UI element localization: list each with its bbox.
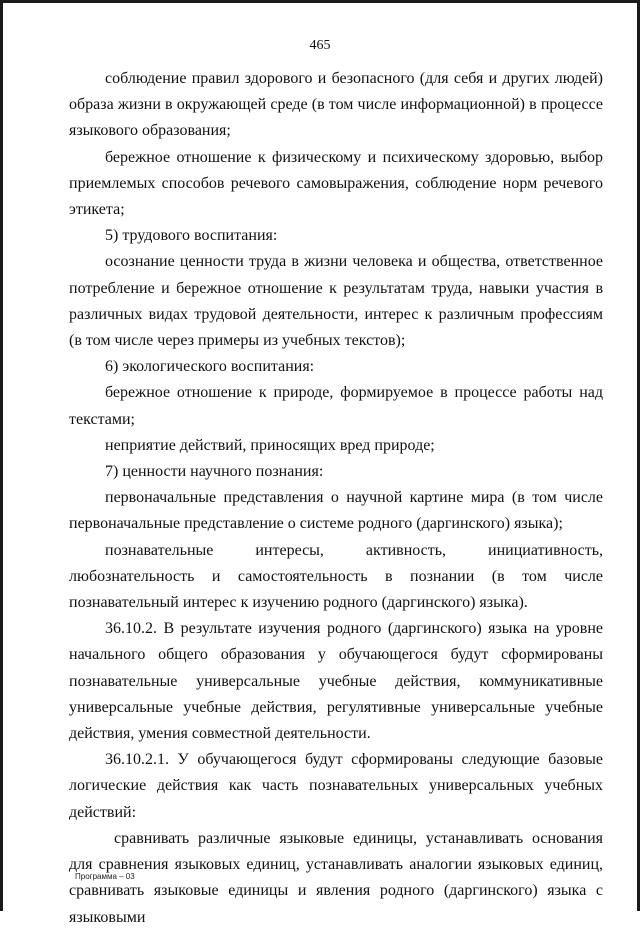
paragraph-cognitive-interests: познавательные интересы, активность, инициативность, любознательность и самостоятельность в познании (в том числе познавательный интерес к изучению родного (даргинского) языка). xyxy=(69,541,603,612)
heading-scientific-knowledge: 7) ценности научного познания: xyxy=(105,463,324,481)
heading-labor-education: 5) трудового воспитания: xyxy=(105,227,278,245)
scan-border-left xyxy=(0,0,3,911)
heading-ecological-education: 6) экологического воспитания: xyxy=(105,358,315,376)
paragraph-health-care: бережное отношение к физическому и психическому здоровью, выбор приемлемых способов речевого самовыражения, соблюдение норм речевого этикета; xyxy=(69,148,603,219)
paragraph-world-picture: первоначальные представления о научной картине мира (в том числе первоначальные представление о системе родного (даргинского) языка); xyxy=(69,489,603,533)
document-body xyxy=(69,66,603,931)
paragraph-nature-care: бережное отношение к природе, формируемое в процессе работы над текстами; xyxy=(69,384,603,428)
section-36-10-2: 36.10.2. В результате изучения родного (даргинского) языка на уровне начального общего образования у обучающегося будут сформированы познавательные универсальные учебные действия, коммуникативные универсальные учебные действия, регулятивные универсальные учебные действия, умения совместной деятельности. xyxy=(69,620,603,743)
paragraph-nature-harm: неприятие действий, приносящих вред природе; xyxy=(105,436,435,454)
paragraph-healthy-lifestyle: соблюдение правил здорового и безопасного (для себя и других людей) образа жизни в окружающей среде (в том числе информационной) в процессе языкового образования; xyxy=(69,70,603,140)
page-number: 465 xyxy=(309,38,331,53)
paragraph-compare-units: сравнивать различные языковые единицы, устанавливать основания для сравнения языковых единиц, устанавливать аналогии языковых единиц, сравнивать языковые единицы и явления родного (даргинского) языка с языковыми xyxy=(69,829,603,926)
section-36-10-2-1: 36.10.2.1. У обучающегося будут сформированы следующие базовые логические действия как часть познавательных универсальных учебных действий: xyxy=(69,751,603,821)
scan-border-top xyxy=(0,0,640,3)
paragraph-labor-value: осознание ценности труда в жизни человека и общества, ответственное потребление и бережное отношение к результатам труда, навыки участия в различных видах трудовой деятельности, интерес к различным профессиям (в том числе через примеры из учебных текстов); xyxy=(69,253,603,350)
footer-program-label: Программа – 03 xyxy=(75,872,135,881)
